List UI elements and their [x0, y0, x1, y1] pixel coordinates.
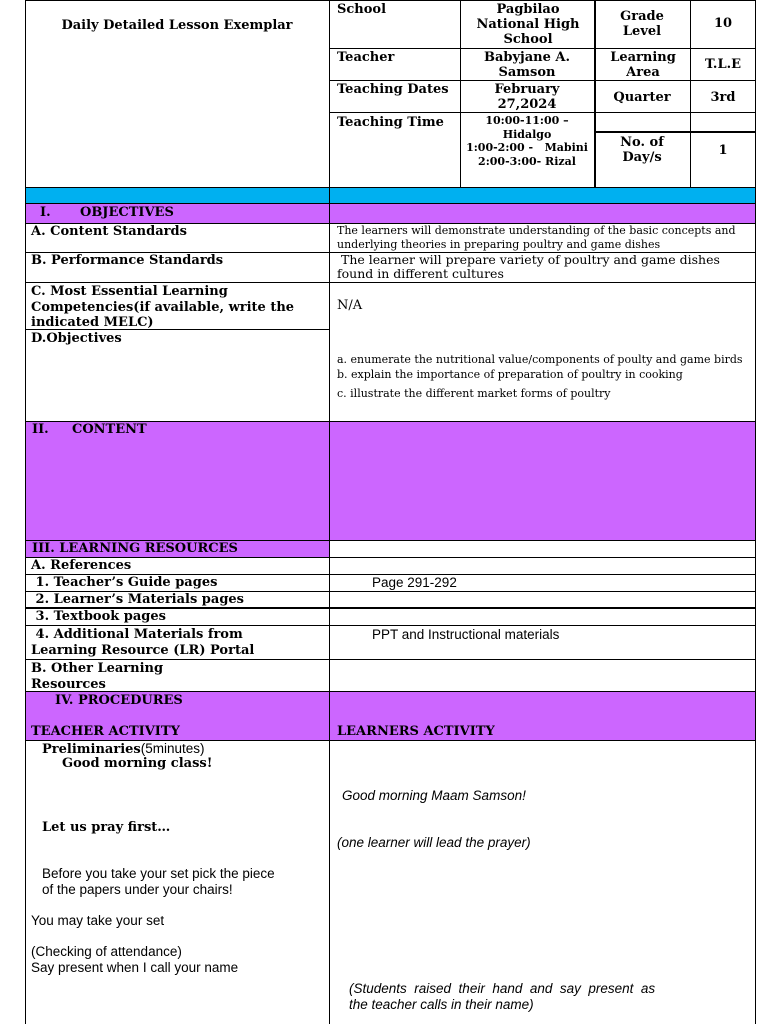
- procedures-heading: IV. PROCEDURES: [55, 693, 183, 708]
- cyan-separator-bar: [25, 187, 755, 203]
- objective-item: c. illustrate the different market forms of poultry: [337, 387, 611, 400]
- document-title: Daily Detailed Lesson Exemplar: [61, 18, 293, 33]
- teaching-dates-label: Teaching Dates: [337, 82, 449, 97]
- objectives-list: [337, 352, 747, 401]
- performance-standards-text: The learner will prepare variety of poultry and game dishes found in different cultures: [337, 252, 724, 281]
- textbook-pages-label: 3. Textbook pages: [31, 609, 166, 624]
- references-label: A. References: [31, 558, 132, 573]
- learner-greeting-response: Good morning Maam Samson!: [342, 788, 526, 803]
- teacher-value: Babyjane A. Samson: [483, 50, 571, 80]
- teacher-instruction-line-2: of the papers under your chairs!: [42, 882, 233, 897]
- objectives-heading-number: I.: [40, 205, 51, 220]
- learners-materials-label: 2. Learner’s Materials pages: [31, 592, 245, 607]
- learning-area-label: Learning Area: [610, 50, 676, 80]
- teaching-time-schedule: 10:00-11:00 – Hidalgo 1:00-2:00 - Mabini 2:00-3:00- Rizal: [466, 114, 588, 168]
- preliminaries-line: [42, 741, 205, 757]
- teacher-take-set: You may take your set: [31, 913, 165, 928]
- grade-level-value: 10: [713, 16, 733, 31]
- teaching-dates-value: February 27,2024: [494, 82, 560, 112]
- performance-standards-label: B. Performance Standards: [31, 253, 224, 268]
- teaching-time-label: Teaching Time: [337, 115, 444, 130]
- melc-label: C. Most Essential Learning Competencies(if available, write the indicated MELC): [31, 284, 295, 330]
- learning-area-value: T.L.E: [704, 57, 742, 72]
- school-value: Pagbilao National High School: [476, 2, 580, 47]
- melc-text: N/A: [337, 298, 363, 313]
- teachers-guide-label: 1. Teacher’s Guide pages: [31, 575, 218, 590]
- learner-attendance-response-line-2: the teacher calls in their name): [349, 997, 534, 1012]
- content-heading: [32, 422, 147, 437]
- content-standards-label: A. Content Standards: [31, 224, 187, 239]
- objective-item: a. enumerate the nutritional value/components of poulty and game birds: [337, 353, 743, 366]
- teacher-prayer-line: Let us pray first…: [42, 820, 171, 835]
- content-heading-number: II.: [32, 422, 49, 437]
- objectives-heading: [40, 205, 174, 220]
- days-value: 1: [718, 143, 728, 158]
- days-label: No. of Day/s: [620, 135, 664, 165]
- teachers-guide-value: Page 291-292: [372, 575, 457, 590]
- teacher-attendance-note: (Checking of attendance): [31, 944, 182, 959]
- teacher-label: Teacher: [337, 50, 395, 65]
- teacher-greeting: Good morning class!: [62, 756, 213, 771]
- teacher-instruction-line-1: Before you take your set pick the piece: [42, 866, 275, 881]
- quarter-value: 3rd: [710, 90, 736, 105]
- learner-prayer-response: (one learner will lead the prayer): [337, 835, 531, 850]
- additional-materials-label: 4. Additional Materials from Learning Resource (LR) Portal: [31, 627, 255, 658]
- additional-materials-value: PPT and Instructional materials: [372, 627, 560, 642]
- preliminaries-label: Preliminaries: [42, 742, 141, 757]
- other-resources-label: B. Other Learning Resources: [31, 661, 164, 692]
- quarter-label: Quarter: [613, 90, 671, 105]
- objectives-label: D.Objectives: [31, 331, 122, 346]
- teacher-present-instruction: Say present when I call your name: [31, 960, 239, 975]
- content-heading-text: CONTENT: [72, 422, 147, 437]
- content-section-fill: [25, 421, 755, 540]
- content-standards-text: The learners will demonstrate understanding of the basic concepts and underlying theories in preparing poultry and game dishes: [337, 224, 736, 251]
- preliminaries-duration: (5minutes): [140, 741, 205, 756]
- grade-level-label: Grade Level: [620, 9, 664, 39]
- objectives-heading-text: OBJECTIVES: [80, 205, 174, 220]
- learners-activity-header: LEARNERS ACTIVITY: [337, 724, 495, 739]
- resources-heading: III. LEARNING RESOURCES: [32, 541, 238, 556]
- teacher-activity-header: TEACHER ACTIVITY: [31, 724, 180, 739]
- school-label: School: [337, 2, 387, 17]
- objective-item: b. explain the importance of preparation of poultry in cooking: [337, 368, 683, 381]
- learner-attendance-response-line-1: (Students raised their hand and say present as: [349, 981, 656, 996]
